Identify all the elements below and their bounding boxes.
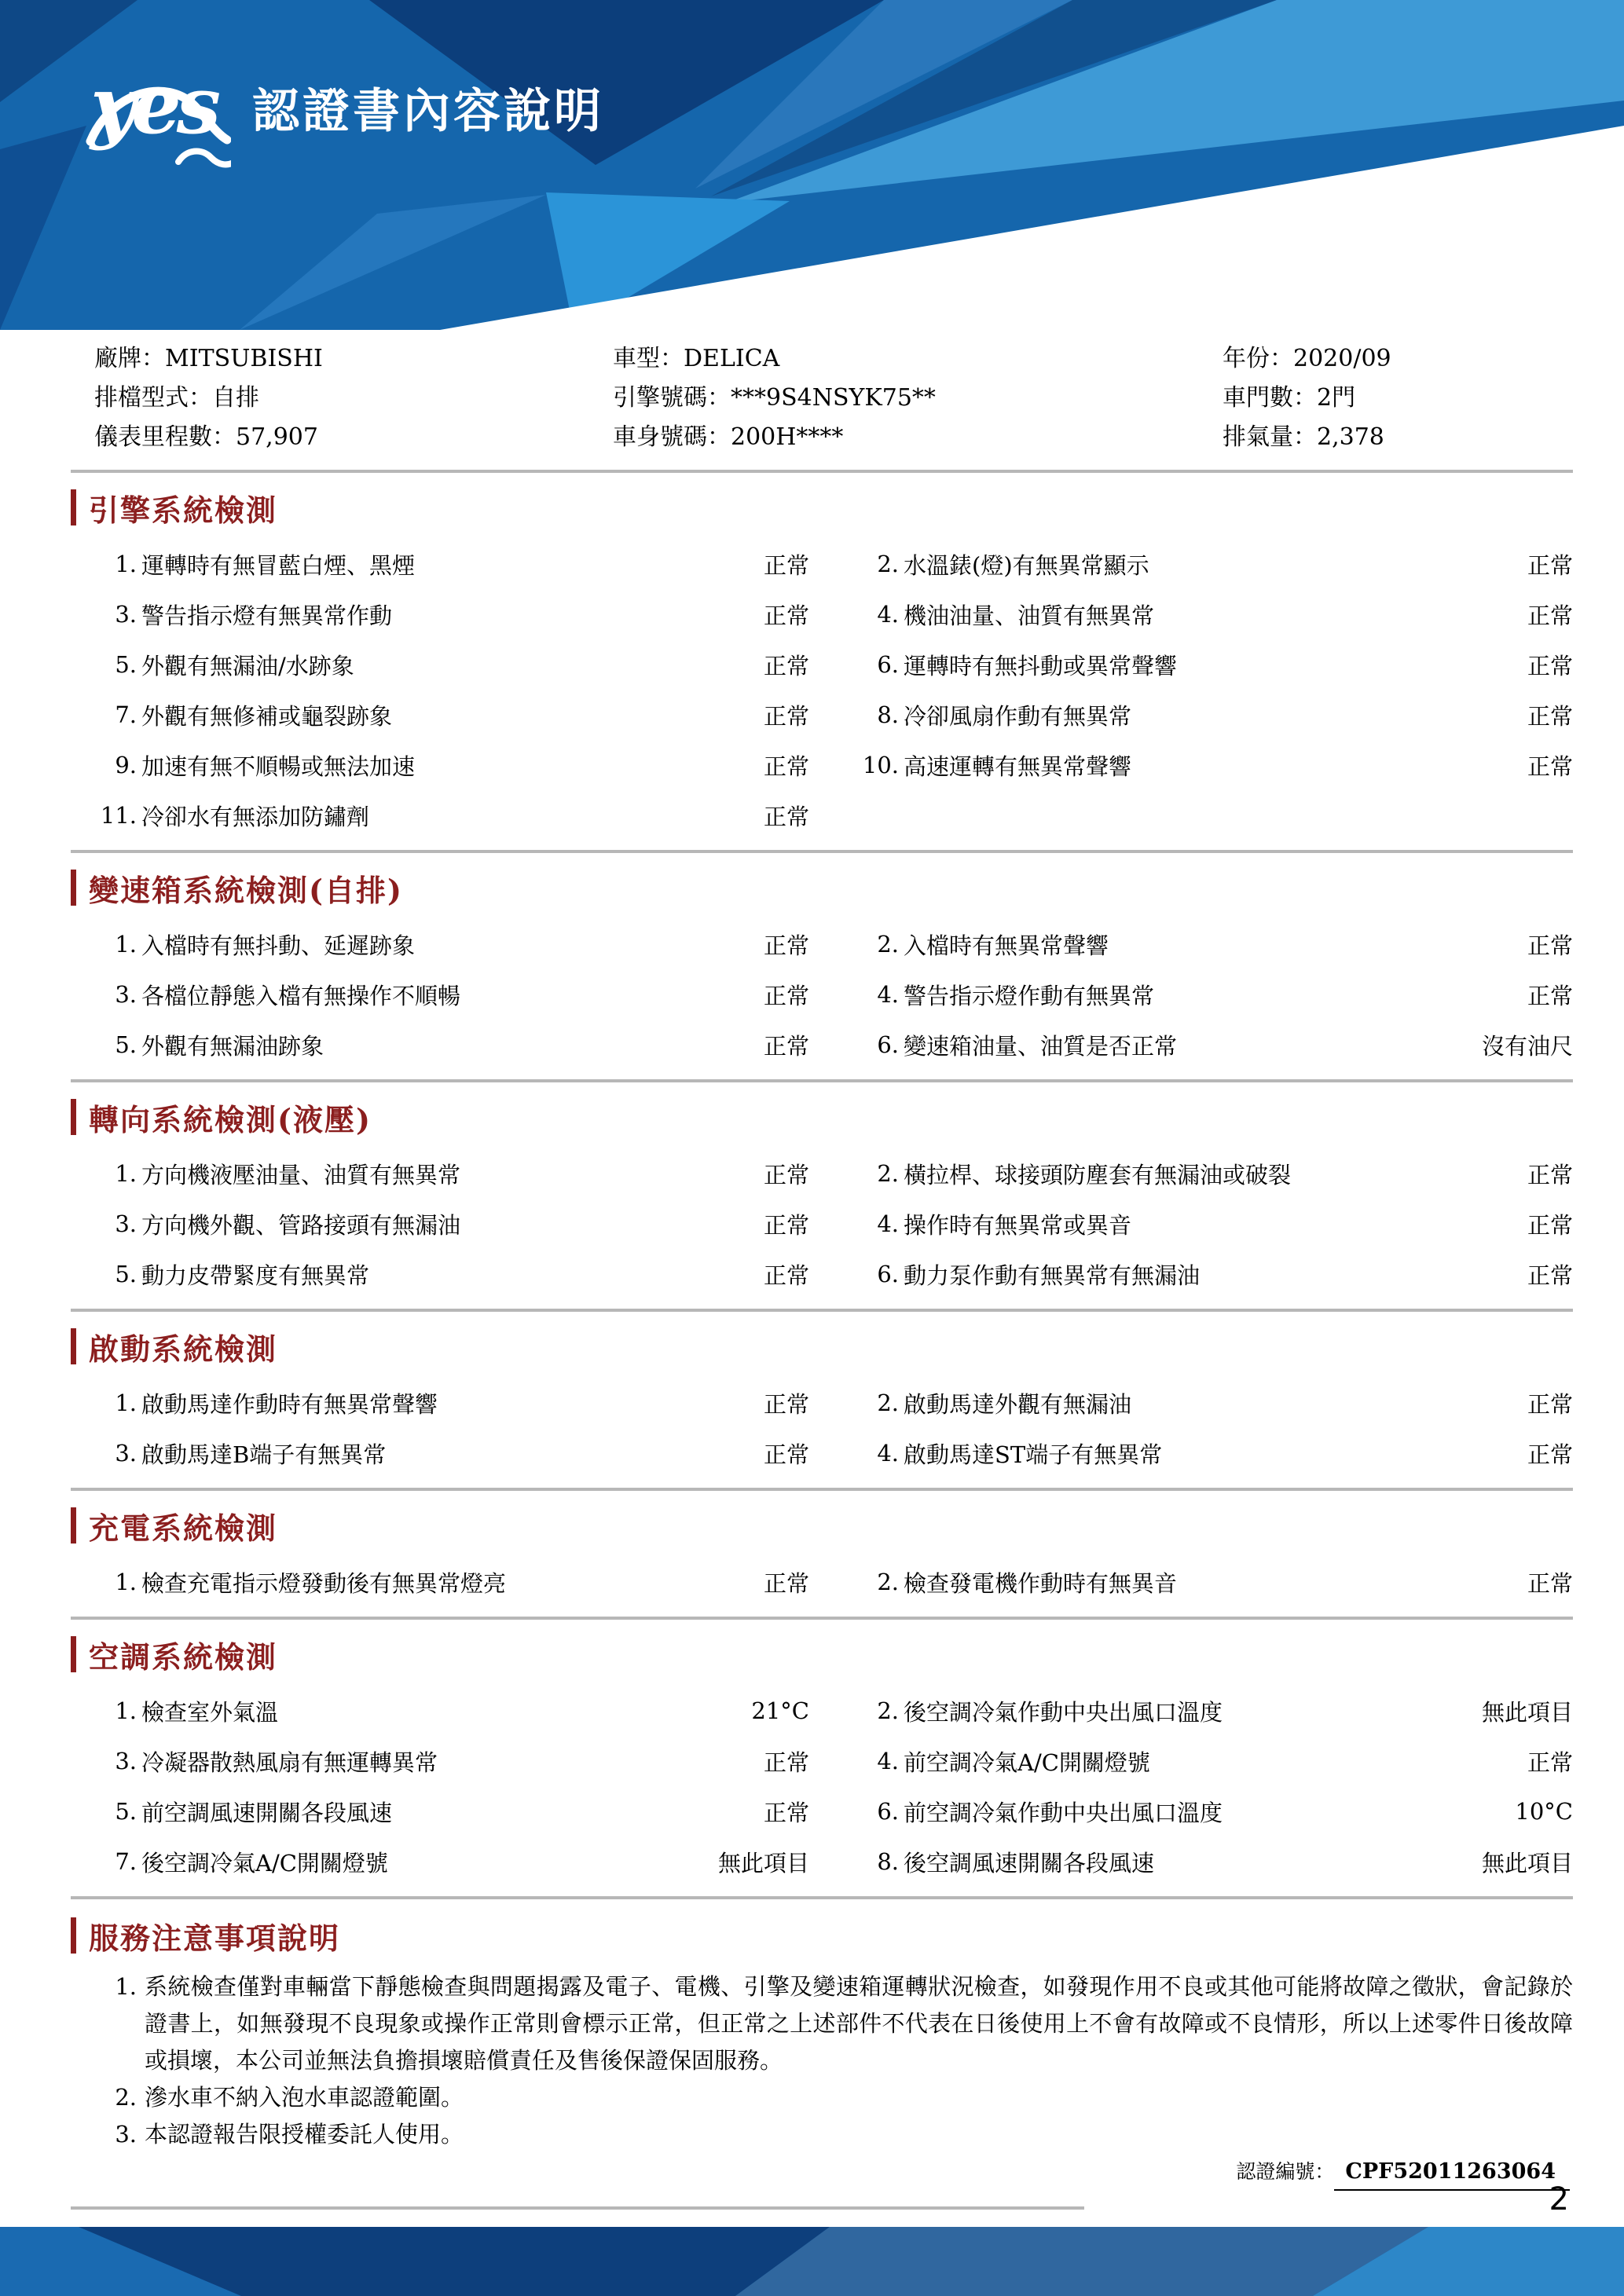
inspection-item	[856, 919, 1573, 969]
section-accent-bar	[71, 489, 76, 525]
item-label: 操作時有無異常或異音	[904, 1211, 1132, 1239]
item-number: 3.	[115, 981, 137, 1008]
item-number: 9.	[115, 752, 137, 778]
item-result: 正常	[763, 803, 809, 830]
item-number: 1.	[115, 1160, 137, 1187]
note-text: 滲水車不納入泡水車認證範圍。	[145, 2084, 464, 2111]
item-number: 2.	[877, 1160, 899, 1187]
inspection-section	[71, 853, 1573, 1082]
item-result: 正常	[763, 1161, 809, 1188]
item-number: 8.	[877, 1848, 899, 1875]
inspection-sections	[71, 473, 1573, 1899]
inspection-item	[856, 589, 1573, 639]
item-label: 後空調冷氣A/C開關燈號	[141, 1849, 388, 1877]
note-item	[94, 2079, 1573, 2116]
inspection-item	[856, 1557, 1573, 1607]
inspection-item	[856, 1378, 1573, 1428]
item-label: 啟動馬達ST端子有無異常	[904, 1441, 1163, 1468]
inspection-item	[856, 1148, 1573, 1199]
item-number: 1.	[115, 1569, 137, 1595]
item-result: 10°C	[1515, 1798, 1573, 1825]
item-result: 正常	[763, 1799, 809, 1826]
item-result: 正常	[763, 1211, 809, 1239]
item-label: 前空調冷氣A/C開關燈號	[904, 1749, 1150, 1776]
item-result: 正常	[1527, 1569, 1573, 1597]
item-number: 2.	[877, 1390, 899, 1416]
section-items	[94, 919, 1573, 1070]
vehicle-info-field	[1223, 339, 1573, 379]
item-label: 前空調冷氣作動中央出風口溫度	[904, 1799, 1223, 1826]
inspection-item	[856, 1249, 1573, 1299]
item-number: 1.	[115, 1697, 137, 1724]
page-title: 認證書內容說明	[252, 84, 605, 139]
item-number: 5.	[115, 651, 137, 678]
inspection-item	[94, 1786, 809, 1836]
item-label: 水溫錶(燈)有無異常顯示	[904, 551, 1149, 579]
inspection-item	[94, 539, 809, 589]
item-label: 外觀有無漏油/水跡象	[141, 652, 354, 679]
field-value: 2,378	[1317, 423, 1384, 451]
field-label: 車門數：	[1223, 384, 1317, 412]
item-number: 5.	[115, 1261, 137, 1287]
item-label: 外觀有無修補或龜裂跡象	[141, 702, 393, 730]
item-label: 警告指示燈有無異常作動	[141, 602, 393, 629]
field-label: 排檔型式：	[94, 384, 212, 412]
section-title: 轉向系統檢測(液壓)	[89, 1101, 372, 1137]
item-label: 運轉時有無冒藍白煙、黑煙	[141, 551, 416, 579]
inspection-item	[94, 589, 809, 639]
section-accent-bar	[71, 1636, 76, 1672]
inspection-item	[856, 1736, 1573, 1786]
section-header	[71, 1503, 1573, 1547]
section-items	[94, 1686, 1573, 1887]
item-label: 後空調冷氣作動中央出風口溫度	[904, 1698, 1223, 1726]
item-label: 冷卻水有無添加防鏽劑	[141, 803, 370, 830]
inspection-item	[94, 1148, 809, 1199]
page-footer	[0, 2227, 1624, 2296]
item-result: 正常	[763, 982, 809, 1009]
item-result: 正常	[1527, 702, 1573, 730]
inspection-item	[94, 1557, 809, 1607]
item-number: 3.	[115, 1748, 137, 1774]
item-result: 正常	[1527, 932, 1573, 959]
section-items	[94, 1378, 1573, 1478]
field-label: 車身號碼：	[613, 423, 731, 451]
item-label: 冷凝器散熱風扇有無運轉異常	[141, 1749, 438, 1776]
item-number: 5.	[115, 1031, 137, 1058]
section-items	[94, 539, 1573, 840]
item-result: 正常	[763, 1749, 809, 1776]
notes-header	[71, 1913, 1573, 1957]
item-result: 正常	[1527, 1161, 1573, 1188]
inspection-item	[856, 740, 1573, 790]
item-result: 正常	[1527, 1211, 1573, 1239]
item-label: 動力泵作動有無異常有無漏油	[904, 1262, 1201, 1289]
item-label: 入檔時有無異常聲響	[904, 932, 1109, 959]
vehicle-info-field	[613, 339, 1223, 379]
inspection-item	[94, 919, 809, 969]
inspection-item	[94, 1686, 809, 1736]
section-header	[71, 1324, 1573, 1368]
item-number: 4.	[877, 1440, 899, 1467]
item-label: 變速箱油量、油質是否正常	[904, 1032, 1178, 1060]
item-label: 運轉時有無抖動或異常聲響	[904, 652, 1178, 679]
note-item	[94, 2116, 1573, 2153]
item-number: 2.	[877, 931, 899, 958]
item-result: 正常	[763, 1032, 809, 1060]
content	[0, 330, 1624, 2210]
item-result: 21°C	[751, 1697, 809, 1724]
item-label: 檢查室外氣溫	[141, 1698, 279, 1726]
inspection-section	[71, 1620, 1573, 1899]
item-result: 正常	[1527, 1390, 1573, 1418]
section-title: 變速箱系統檢測(自排)	[89, 872, 403, 908]
item-label: 機油油量、油質有無異常	[904, 602, 1155, 629]
item-label: 橫拉桿、球接頭防塵套有無漏油或破裂	[904, 1161, 1292, 1188]
inspection-section	[71, 473, 1573, 853]
item-result: 正常	[763, 652, 809, 679]
section-items	[94, 1557, 1573, 1607]
field-value: 2020/09	[1293, 345, 1391, 372]
field-label: 儀表里程數：	[94, 423, 236, 451]
item-result: 正常	[1527, 551, 1573, 579]
item-result: 正常	[1527, 602, 1573, 629]
vehicle-info-field	[613, 379, 1223, 418]
vehicle-info-column	[613, 339, 1223, 457]
partial-divider	[71, 2206, 1084, 2210]
certificate-label: 認證編號：	[1236, 2160, 1335, 2183]
item-result: 正常	[763, 702, 809, 730]
inspection-item	[94, 740, 809, 790]
note-number: 1.	[115, 1973, 137, 2000]
section-header	[71, 485, 1573, 529]
item-result: 正常	[1527, 982, 1573, 1009]
vehicle-info-field	[613, 418, 1223, 457]
inspection-item	[856, 1836, 1573, 1887]
car-outline-icon	[86, 59, 231, 176]
item-result: 正常	[1527, 652, 1573, 679]
item-result: 正常	[763, 753, 809, 780]
item-result: 正常	[763, 1441, 809, 1468]
inspection-section	[71, 1491, 1573, 1620]
item-result: 正常	[1527, 753, 1573, 780]
item-number: 3.	[115, 1440, 137, 1467]
page-header	[0, 0, 1624, 330]
vehicle-info-field	[1223, 418, 1573, 457]
inspection-section	[71, 1082, 1573, 1312]
item-label: 入檔時有無抖動、延遲跡象	[141, 932, 416, 959]
field-value: 2門	[1317, 384, 1356, 412]
item-number: 8.	[877, 701, 899, 728]
note-text: 本認證報告限授權委託人使用。	[145, 2121, 464, 2148]
inspection-item	[94, 790, 809, 840]
inspection-item	[856, 690, 1573, 740]
field-label: 廠牌：	[94, 345, 165, 372]
field-value: DELICA	[684, 345, 780, 372]
item-label: 前空調風速開關各段風速	[141, 1799, 393, 1826]
item-label: 外觀有無漏油跡象	[141, 1032, 324, 1060]
inspection-item	[856, 1686, 1573, 1736]
item-result: 沒有油尺	[1481, 1032, 1573, 1060]
item-number: 6.	[877, 1261, 899, 1287]
note-text: 系統檢查僅對車輛當下靜態檢查與問題揭露及電子、電機、引擎及變速箱運轉狀況檢查，如發現作用不良或其他可能將故障之徵狀，會記錄於證書上，如無發現不良現象或操作正常則會標示正常，但正常之上述部件不代表在日後使用上不會有故障或不良情形，所以上述零件日後故障或損壞，本公司並無法負擔損壞賠償責任及售後保證保固服務。	[145, 1973, 1573, 2074]
section-accent-bar	[71, 1917, 76, 1954]
item-label: 方向機外觀、管路接頭有無漏油	[141, 1211, 461, 1239]
inspection-item	[856, 969, 1573, 1020]
item-label: 方向機液壓油量、油質有無異常	[141, 1161, 461, 1188]
item-number: 7.	[115, 1848, 137, 1875]
inspection-item	[856, 639, 1573, 690]
section-accent-bar	[71, 870, 76, 906]
item-number: 10.	[862, 752, 899, 778]
item-result: 無此項目	[1481, 1849, 1573, 1877]
inspection-item	[94, 969, 809, 1020]
item-label: 啟動馬達B端子有無異常	[141, 1441, 387, 1468]
item-result: 無此項目	[717, 1849, 809, 1877]
section-header	[71, 866, 1573, 910]
inspection-item	[94, 690, 809, 740]
section-title: 空調系統檢測	[89, 1639, 278, 1675]
item-label: 警告指示燈作動有無異常	[904, 982, 1155, 1009]
item-result: 正常	[763, 1262, 809, 1289]
item-result: 正常	[1527, 1749, 1573, 1776]
certificate-row	[71, 2156, 1573, 2191]
item-number: 4.	[877, 981, 899, 1008]
inspection-item	[856, 1020, 1573, 1070]
item-number: 11.	[100, 802, 137, 829]
section-accent-bar	[71, 1099, 76, 1135]
inspection-item	[94, 1736, 809, 1786]
notes-title: 服務注意事項說明	[89, 1920, 341, 1956]
item-result: 正常	[1527, 1262, 1573, 1289]
item-number: 1.	[115, 551, 137, 577]
inspection-item	[94, 1378, 809, 1428]
item-label: 檢查充電指示燈發動後有無異常燈亮	[141, 1569, 507, 1597]
item-label: 高速運轉有無異常聲響	[904, 753, 1132, 780]
inspection-item	[94, 1249, 809, 1299]
item-number: 3.	[115, 601, 137, 628]
item-number: 4.	[877, 1748, 899, 1774]
item-label: 冷卻風扇作動有無異常	[904, 702, 1132, 730]
item-label: 各檔位靜態入檔有無操作不順暢	[141, 982, 461, 1009]
item-label: 啟動馬達外觀有無漏油	[904, 1390, 1132, 1418]
page-number: 2	[1549, 2181, 1569, 2217]
item-number: 6.	[877, 651, 899, 678]
item-result: 正常	[763, 1390, 809, 1418]
inspection-item	[94, 1020, 809, 1070]
field-label: 排氣量：	[1223, 423, 1317, 451]
service-notes	[71, 1899, 1573, 2210]
item-number: 6.	[877, 1031, 899, 1058]
section-items	[94, 1148, 1573, 1299]
inspection-item	[94, 1836, 809, 1887]
field-value: 自排	[212, 384, 259, 412]
note-number: 3.	[115, 2121, 137, 2148]
item-result: 正常	[763, 602, 809, 629]
vehicle-info-field	[94, 339, 613, 379]
section-title: 引擎系統檢測	[89, 492, 278, 528]
inspection-item	[856, 539, 1573, 589]
item-number: 2.	[877, 1697, 899, 1724]
vehicle-info-column	[94, 339, 613, 457]
inspection-section	[71, 1312, 1573, 1491]
footer-graphic	[0, 2227, 1624, 2296]
item-label: 檢查發電機作動時有無異音	[904, 1569, 1178, 1597]
brand-bar	[90, 49, 604, 167]
item-result: 正常	[763, 551, 809, 579]
note-item	[94, 1968, 1573, 2079]
inspection-item	[94, 639, 809, 690]
field-value: 57,907	[236, 423, 318, 451]
vehicle-info	[94, 330, 1573, 470]
item-result: 正常	[763, 1569, 809, 1597]
field-value: ***9S4NSYK75**	[731, 384, 936, 412]
inspection-item	[856, 1786, 1573, 1836]
field-label: 年份：	[1223, 345, 1293, 372]
section-title: 啟動系統檢測	[89, 1331, 278, 1367]
vehicle-info-field	[94, 418, 613, 457]
section-title: 充電系統檢測	[89, 1510, 278, 1546]
item-number: 4.	[877, 601, 899, 628]
item-number: 1.	[115, 1390, 137, 1416]
item-label: 動力皮帶緊度有無異常	[141, 1262, 370, 1289]
item-number: 2.	[877, 551, 899, 577]
section-header	[71, 1632, 1573, 1676]
field-label: 引擎號碼：	[613, 384, 731, 412]
item-number: 4.	[877, 1210, 899, 1237]
item-number: 2.	[877, 1569, 899, 1595]
note-number: 2.	[115, 2084, 137, 2111]
section-accent-bar	[71, 1328, 76, 1364]
item-result: 正常	[763, 932, 809, 959]
field-label: 車型：	[613, 345, 684, 372]
field-value: 200H****	[731, 423, 844, 451]
inspection-item	[856, 1199, 1573, 1249]
item-number: 5.	[115, 1798, 137, 1825]
inspection-item	[94, 1199, 809, 1249]
vehicle-info-column	[1223, 339, 1573, 457]
yes-logo-text: yes	[90, 59, 217, 152]
item-label: 後空調風速開關各段風速	[904, 1849, 1155, 1877]
field-value: MITSUBISHI	[165, 345, 323, 372]
vehicle-info-field	[94, 379, 613, 418]
section-accent-bar	[71, 1507, 76, 1543]
item-label: 啟動馬達作動時有無異常聲響	[141, 1390, 438, 1418]
item-label: 加速有無不順暢或無法加速	[141, 753, 416, 780]
item-result: 無此項目	[1481, 1698, 1573, 1726]
item-number: 1.	[115, 931, 137, 958]
item-number: 7.	[115, 701, 137, 728]
item-number: 3.	[115, 1210, 137, 1237]
section-header	[71, 1095, 1573, 1139]
vehicle-info-field	[1223, 379, 1573, 418]
inspection-item	[856, 1428, 1573, 1478]
item-number: 6.	[877, 1798, 899, 1825]
notes-list	[94, 1968, 1573, 2153]
item-result: 正常	[1527, 1441, 1573, 1468]
certificate-number: CPF52011263064	[1334, 2156, 1570, 2191]
inspection-item	[94, 1428, 809, 1478]
yes-logo	[90, 59, 217, 152]
